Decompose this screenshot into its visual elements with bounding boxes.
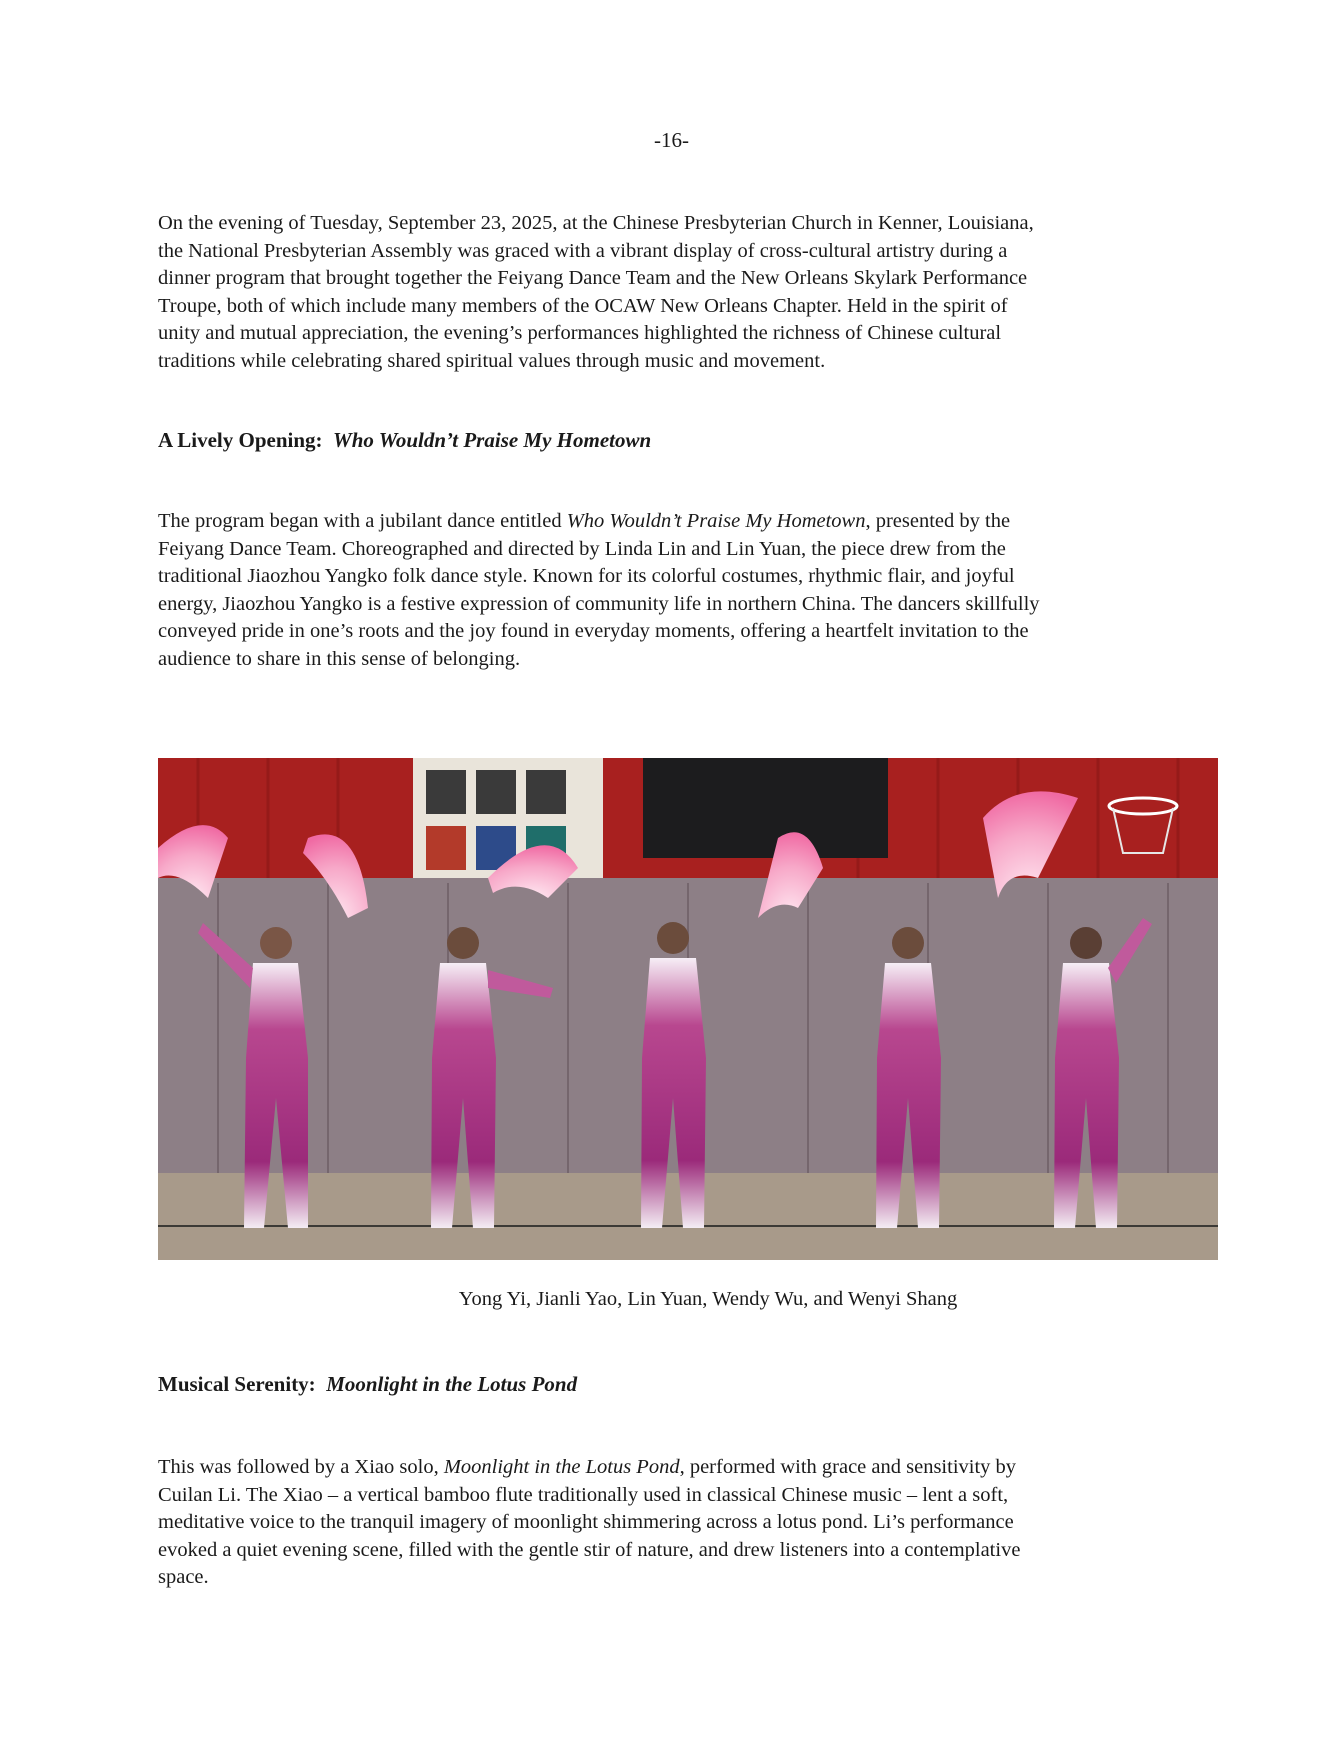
page-number: -16-: [654, 128, 689, 152]
intro-line: dinner program that brought together the Feiyang Dance Team and the New Orleans Skylark Performance: [158, 267, 1028, 290]
heading-label: A Lively Opening:: [158, 428, 323, 452]
intro-line: Troupe, both of which include many members of the OCAW New Orleans Chapter. Held in the spirit of: [158, 294, 1008, 317]
tv-screen: [643, 758, 888, 858]
heading-label: Musical Serenity:: [158, 1372, 316, 1396]
opening-line: energy, Jiaozhou Yangko is a festive expression of community life in northern China. The dancers skillfully: [158, 592, 1040, 615]
heading-title: Who Wouldn’t Praise My Hometown: [333, 428, 652, 452]
section-heading-opening: [158, 428, 651, 453]
text-run: , performed with grace and sensitivity by: [679, 1456, 1017, 1478]
opening-line: Feiyang Dance Team. Choreographed and directed by Linda Lin and Lin Yuan, the piece drew from the: [158, 537, 1006, 560]
piece-title: Moonlight in the Lotus Pond: [443, 1456, 680, 1478]
intro-paragraph: [158, 210, 1210, 376]
dance-photo: [158, 758, 1218, 1260]
intro-line: unity and mutual appreciation, the evening’s performances highlighted the richness of Chinese cultural: [158, 322, 1002, 345]
intro-line: traditions while celebrating shared spiritual values through music and movement.: [158, 349, 826, 372]
opening-paragraph: [158, 508, 1210, 674]
intro-line: the National Presbyterian Assembly was graced with a vibrant display of cross-cultural artistry during a: [158, 239, 1008, 262]
photo-caption: Yong Yi, Jianli Yao, Lin Yuan, Wendy Wu, and Wenyi Shang: [458, 1288, 958, 1310]
serenity-line: space.: [158, 1566, 209, 1589]
section-heading-serenity: [158, 1372, 577, 1397]
text-run: This was followed by a Xiao solo,: [158, 1456, 444, 1478]
intro-line: On the evening of Tuesday, September 23, 2025, at the Chinese Presbyterian Church in Kenner, Louisiana,: [158, 212, 1034, 234]
text-run: , presented by the: [865, 510, 1011, 532]
dance-title: Who Wouldn’t Praise My Hometown: [566, 510, 866, 532]
serenity-line: Cuilan Li. The Xiao – a vertical bamboo flute traditionally used in classical Chinese music – lent a soft,: [158, 1483, 1009, 1506]
serenity-line: [158, 1454, 1210, 1482]
text-run: The program began with a jubilant dance entitled: [158, 510, 567, 532]
opening-line: conveyed pride in one’s roots and the joy found in everyday moments, offering a heartfelt invitation to the: [158, 620, 1029, 643]
serenity-line: meditative voice to the tranquil imagery of moonlight shimmering across a lotus pond. Li’s performance: [158, 1511, 1014, 1534]
serenity-line: evoked a quiet evening scene, filled with the gentle stir of nature, and drew listeners into a contemplative: [158, 1538, 1021, 1561]
opening-line: audience to share in this sense of belonging.: [158, 647, 521, 670]
heading-title: Moonlight in the Lotus Pond: [326, 1372, 578, 1396]
opening-line: [158, 508, 1210, 536]
dance-photo-illustration: [158, 758, 1218, 1260]
serenity-paragraph: [158, 1454, 1210, 1592]
opening-line: traditional Jiaozhou Yangko folk dance style. Known for its colorful costumes, rhythmic flair, and joyful: [158, 565, 1015, 588]
